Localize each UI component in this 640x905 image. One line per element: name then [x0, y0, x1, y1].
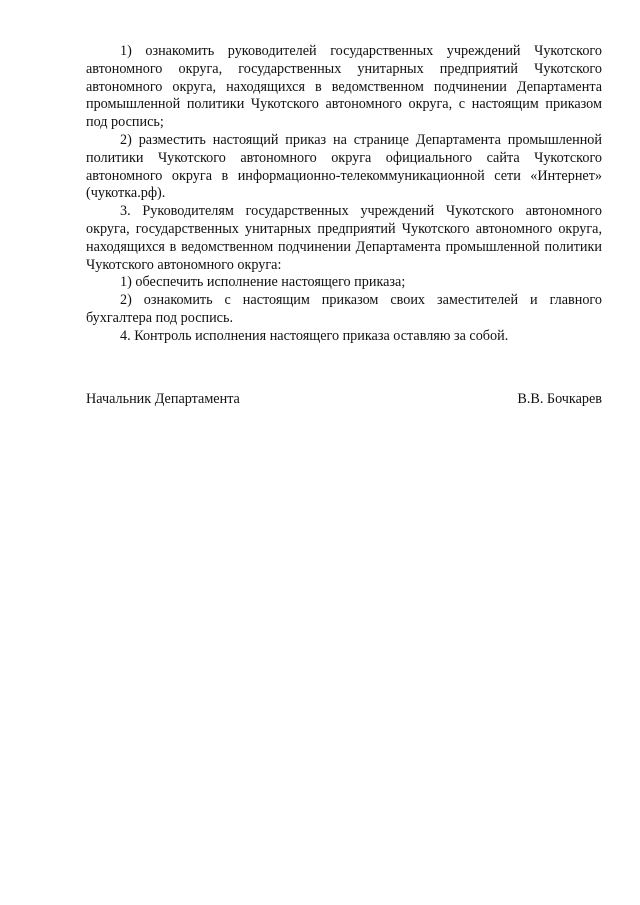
paragraph-ensure-execution: 1) обеспечить исполнение настоящего приказа; — [120, 274, 406, 291]
document-body — [86, 43, 602, 346]
paragraph-familiarize-heads: 1) ознакомить руководителей государственных учреждений Чукотского автономного округа, государственных унитарных предприятий Чукотского автономного округа, находящихся в ведомственном подчинении Департамента промышленной политики Чукотского автономного округа, с настоящим приказом под роспись; — [86, 43, 602, 131]
signatory-name: В.В. Бочкарев — [517, 391, 602, 407]
paragraph-item-4-control: 4. Контроль исполнения настоящего приказа оставляю за собой. — [120, 327, 509, 344]
signatory-position: Начальник Департамента — [86, 391, 240, 407]
paragraph-item-3-heads: 3. Руководителям государственных учреждений Чукотского автономного округа, государственных унитарных предприятий Чукотского автономного округа, находящихся в ведомственном подчинении Департамента промышленной политики Чукотского автономного округа: — [86, 203, 602, 273]
paragraph-publish-order: 2) разместить настоящий приказ на странице Департамента промышленной политики Чукотского автономного округа официального сайта Чукотского автономного округа в информационно-телекоммуникационной сети «Интернет» (чукотка.рф). — [86, 131, 602, 202]
signature-block — [86, 391, 602, 409]
paragraph-familiarize-deputies: 2) ознакомить с настоящим приказом своих заместителей и главного бухгалтера под роспись. — [86, 292, 602, 326]
